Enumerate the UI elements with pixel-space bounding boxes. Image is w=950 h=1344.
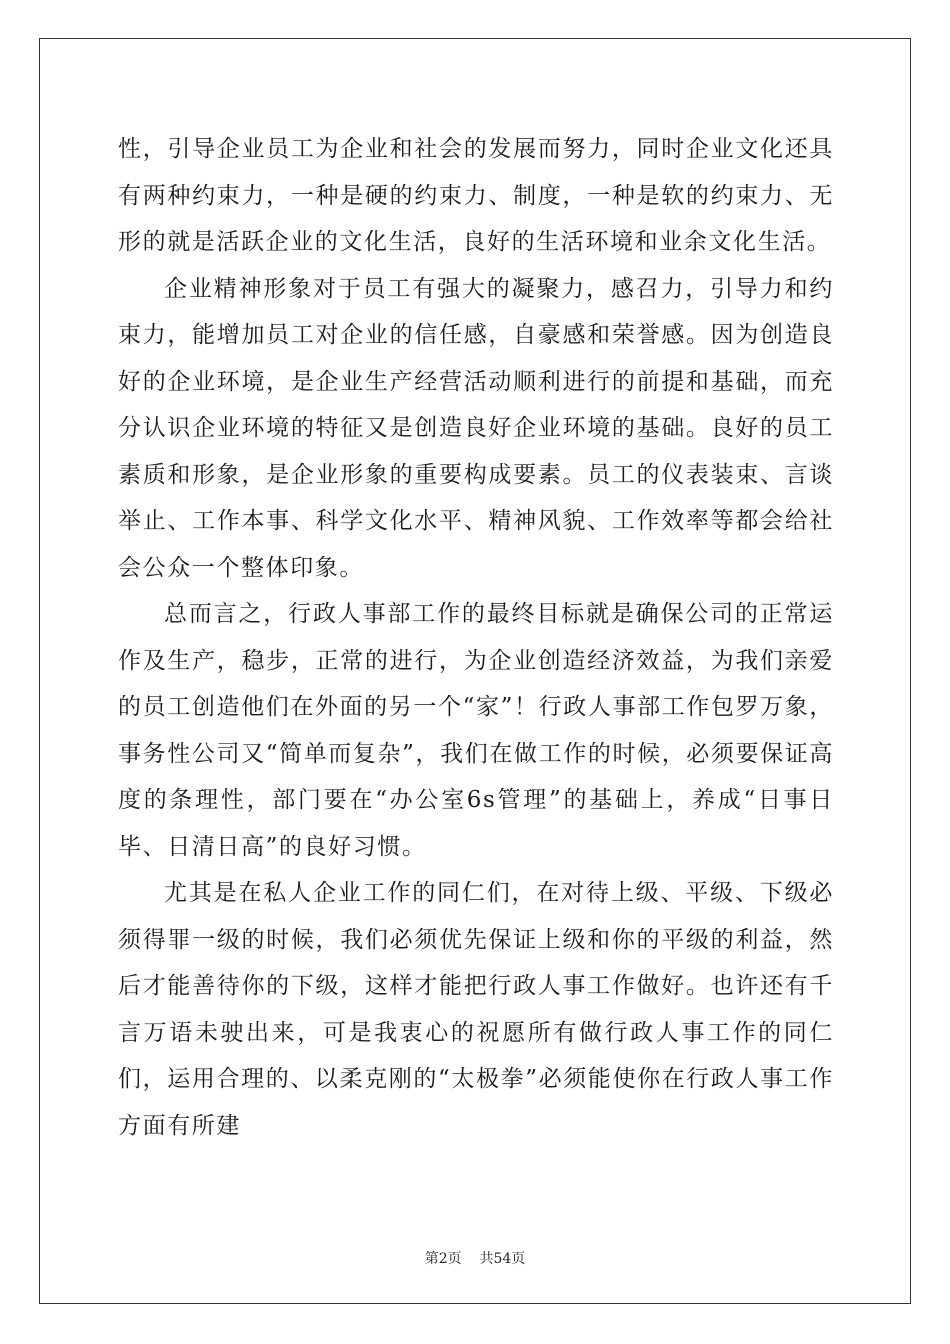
paragraph-4: 尤其是在私人企业工作的同仁们，在对待上级、平级、下级必须得罪一级的时候，我们必须优先保证上级和你的平级的利益，然后才能善待你的下级，这样才能把行政人事工作做好。也许还有千言万语未驶出来，可是我衷心的祝愿所有做行政人事工作的同仁们，运用合理的、以柔克刚的“太极拳”必须能使你在行政人事工作方面有所建 — [118, 880, 834, 1139]
paragraph-2: 企业精神形象对于员工有强大的凝聚力，感召力，引导力和约束力，能增加员工对企业的信任感，自豪感和荣誉感。因为创造良好的企业环境，是企业生产经营活动顺利进行的前提和基础，而充分认识企业环境的特征又是创造良好企业环境的基础。良好的员工素质和形象，是企业形象的重要构成要素。员工的仪表装束、言谈举止、工作本事、科学文化水平、精神风貌、工作效率等都会给社会公众一个整体印象。 — [118, 275, 834, 581]
page-total: 共54页 — [479, 1251, 526, 1267]
paragraph-3: 总而言之，行政人事部工作的最终目标就是确保公司的正常运作及生产，稳步，正常的进行，为企业创造经济效益，为我们亲爱的员工创造他们在外面的另一个“家”！行政人事部工作包罗万象，事务性公司又“简单而复杂”，我们在做工作的时候，必须要保证高度的条理性，部门要在“办公室6s管理”的基础上，养成“日事日毕、日清日高”的良好习惯。 — [118, 601, 834, 860]
page-footer — [0, 1248, 950, 1268]
page-number: 第2页 — [424, 1251, 462, 1267]
paragraph-1: 性，引导企业员工为企业和社会的发展而努力，同时企业文化还具有两种约束力，一种是硬的约束力、制度，一种是软的约束力、无形的就是活跃企业的文化生活，良好的生活环境和业余文化生活。 — [118, 136, 834, 255]
document-body — [118, 126, 834, 1149]
